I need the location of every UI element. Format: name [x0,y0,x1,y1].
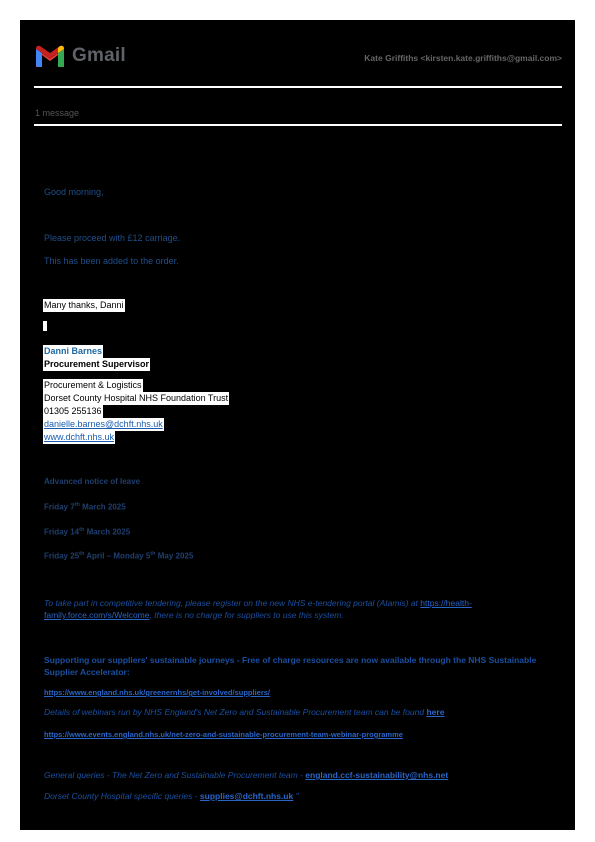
sustainability-link-line [44,686,549,699]
leave-date-2-suffix: th [79,527,85,533]
general-queries-text: General queries - The Net Zero and Sustainable Procurement team - [44,770,303,780]
webinar-link-line [44,728,549,741]
body-line-1: Please proceed with £12 carriage. [44,233,181,243]
sustainability-text: Supporting our suppliers' sustainable journeys - Free of charge resources are now available through the NHS Sustainable Supplier Accelerator: [44,655,537,677]
sustainability-paragraph [44,654,549,678]
leave-date-3-day: Friday 25 [44,551,80,561]
leave-date-3-rest: May 2025 [155,551,194,561]
tender-tail: , there is no charge for suppliers to use this system. [149,610,344,620]
leave-date-3 [44,551,193,561]
tender-paragraph [44,597,549,621]
leave-date-3-mid: April – Monday 5 [84,551,151,561]
gmail-logo-icon [34,43,66,69]
general-queries-email-link[interactable]: england.ccf-sustainability@nhs.net [305,770,449,780]
sender-address: Kate Griffiths <kirsten.kate.griffiths@gmail.com> [364,53,562,63]
message-divider [34,124,562,126]
signature-department: Procurement & Logistics [44,380,142,390]
signature-organisation: Dorset County Hospital NHS Foundation Trust [44,393,229,403]
leave-date-2-day: Friday 14 [44,527,80,537]
header-divider [34,86,562,88]
leave-date-3-suffix: th [79,551,85,557]
leave-date-1 [44,502,126,512]
signoff: Many thanks, Danni [44,300,124,310]
general-queries-line [44,769,549,781]
webinar-paragraph [44,706,549,718]
greeting: Good morning, [44,187,104,197]
signature-website-link[interactable]: www.dchft.nhs.uk [44,432,115,442]
webinar-text: Details of webinars run by NHS England's Net Zero and Sustainable Procurement team can be found [44,707,425,717]
supplier-accelerator-link[interactable]: https://www.england.nhs.uk/greenernhs/get-involved/suppliers/ [44,688,271,697]
leave-date-2-rest: March 2025 [84,527,131,537]
signature-phone: 01305 255136 [44,406,102,416]
body-line-2: This has been added to the order. [44,256,179,266]
dorset-queries-line [44,790,549,802]
dorset-queries-email-link[interactable]: supplies@dchft.nhs.uk [199,791,294,801]
tender-text: To take part in competitive tendering, please register on the new NHS e-tendering portal (Atamis) at [44,598,418,608]
leave-date-1-suffix: th [74,502,80,508]
dorset-queries-text: Dorset County Hospital specific queries - [44,791,198,801]
leave-date-3-suffix-2: th [150,551,156,557]
leave-date-1-day: Friday 7 [44,502,75,512]
webinar-here-link[interactable]: here [426,707,445,717]
dorset-queries-tail: " [293,791,299,801]
leave-notice-heading: Advanced notice of leave [44,477,141,486]
leave-date-1-rest: March 2025 [79,502,126,512]
text-cursor [43,321,47,331]
tender-portal-link[interactable]: https://health-family.force.com/s/Welcome [44,598,472,620]
signature-name: Danni Barnes [44,346,103,356]
leave-date-2 [44,527,130,537]
signature-title: Procurement Supervisor [44,359,150,369]
signature-email-link[interactable]: danielle.barnes@dchft.nhs.uk [44,419,163,429]
gmail-wordmark: Gmail [72,45,126,66]
message-count: 1 message [35,108,80,118]
webinar-programme-link[interactable]: https://www.events.england.nhs.uk/net-zero-and-sustainable-procurement-team-webinar-programme [44,730,403,739]
